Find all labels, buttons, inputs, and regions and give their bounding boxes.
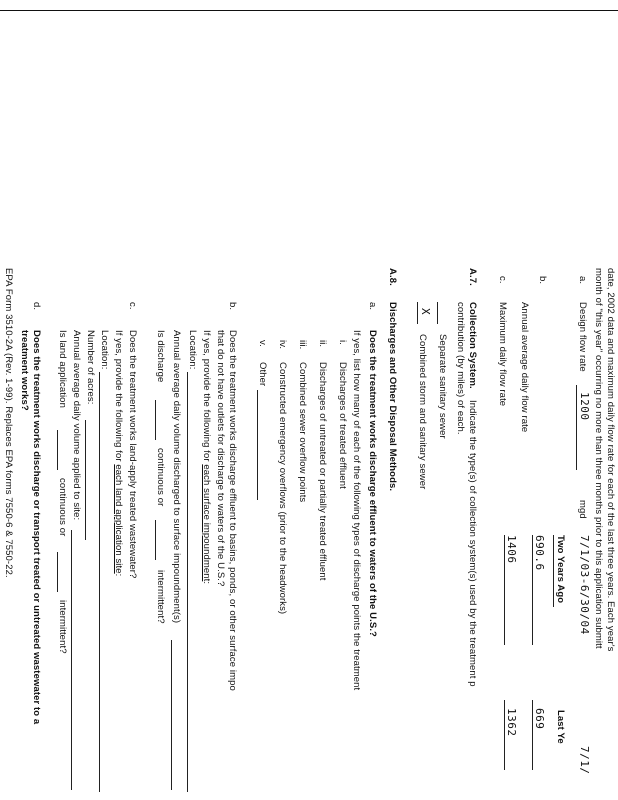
discharge-type-i-num: i.	[337, 340, 348, 345]
a8a-list-intro: If yes, list how many of each of the following types of discharge points the treatment	[351, 330, 362, 691]
item-a8a-letter: a.	[367, 302, 378, 311]
maximum-daily-two-years-ago-rule	[504, 535, 505, 645]
form-footer: EPA Form 3510-2A (Rev. 1-99). Replaces EPA forms 7550-6 & 7550-22.	[3, 268, 14, 578]
top-text-line-1: date, 2002 data and maximum daily flow rate for each of the last three years. Each year's	[605, 268, 616, 652]
discharge-type-ii-num: ii.	[317, 340, 328, 348]
item-a8c-letter: c.	[127, 302, 138, 310]
discharge-type-ii-label: Discharges of untreated or partially treated effluent	[317, 362, 328, 581]
design-flow-unit: mgd	[577, 500, 588, 519]
a8d-question-1: Does the treatment works discharge or transport treated or untreated wastewater to a	[31, 330, 42, 725]
a8c-acres-label: Number of acres:	[85, 330, 96, 405]
last-year-header: Last Ye	[555, 710, 566, 744]
a8b-intermittent-label: intermittent?	[155, 570, 166, 624]
two-years-ago-header: Two Years Ago	[555, 535, 566, 604]
annual-average-two-years-ago: 690.6	[533, 535, 546, 571]
a8b-instruction: If yes, provide the following for each surface impoundment:	[201, 330, 212, 585]
a8b-annual-volume-rule	[171, 640, 172, 790]
a8c-annual-volume-label: Annual average daily volume applied to site:	[71, 330, 82, 521]
section-a7-title: Collection System.	[467, 302, 478, 389]
design-flow-rule	[576, 385, 577, 470]
item-a8d-letter: d.	[31, 302, 42, 311]
discharge-other-rule	[257, 390, 258, 500]
maximum-daily-two-years-ago: 1406	[505, 535, 518, 564]
discharge-type-iv-label: Constructed emergency overflows (prior to the headworks)	[277, 362, 288, 615]
a8b-question-1: Does the treatment works discharge effluent to basins, ponds, or other surface impo	[227, 330, 238, 691]
section-a8-number: A.8.	[387, 268, 398, 286]
a8c-question: Does the treatment works land-apply treated wastewater?	[127, 330, 138, 579]
a8c-annual-volume-rule	[71, 530, 72, 790]
separate-sewer-checkbox	[437, 302, 438, 324]
discharge-type-iii-label: Combined sewer overflow points	[297, 362, 308, 503]
item-b-letter: b.	[537, 276, 548, 285]
a8b-continuous-rule	[155, 400, 156, 440]
flow-period-col2: 7/1/	[578, 746, 591, 775]
design-flow-value: 1200	[578, 392, 591, 421]
item-a-letter: a.	[577, 276, 588, 285]
a8c-continuous-rule	[57, 430, 58, 470]
combined-sewer-mark: X	[419, 308, 432, 316]
a8a-question: Does the treatment works discharge effluent to waters of the U.S.?	[367, 330, 378, 637]
a8b-continuous-label: continuous or	[155, 448, 166, 507]
discharge-type-iii-num: iii.	[297, 340, 308, 350]
maximum-daily-last-year: 1362	[505, 708, 518, 737]
item-c-letter: c.	[497, 276, 508, 284]
a8b-location-label: Location:	[187, 330, 198, 370]
maximum-daily-flow-label: Maximum daily flow rate	[497, 302, 508, 407]
section-a8-title: Discharges and Other Disposal Methods.	[387, 302, 398, 492]
a8c-intermittent-label: intermittent?	[57, 600, 68, 654]
section-a7-text-2: contribution (by miles) of each.	[455, 302, 466, 435]
a8c-location-label: Location:	[99, 330, 110, 370]
top-text-line-2: month of "this year" occurring no more than three months prior to this application submitt	[593, 268, 604, 649]
discharge-type-i-label: Discharges of treated effluent	[337, 362, 348, 489]
a8b-intermittent-rule	[155, 520, 156, 560]
a8b-location-rule	[187, 372, 188, 792]
design-flow-label: Design flow rate	[577, 302, 588, 372]
page-frame-left-rule	[0, 10, 618, 11]
a8c-acres-rule	[85, 420, 86, 540]
combined-storm-sanitary-sewer-label: Combined storm and sanitary sewer	[417, 334, 428, 490]
a8d-question-2: treatment works?	[19, 330, 30, 411]
a8b-is-discharge-label: Is discharge	[155, 330, 166, 383]
flow-period-col1: 7/1/03-6/30/04	[578, 535, 591, 635]
discharge-type-v-label: Other	[257, 362, 268, 387]
two-years-ago-header-rule	[553, 535, 554, 607]
a8c-is-land-application-label: Is land application	[57, 330, 68, 408]
a8b-question-2: that do not have outlets for discharge to waters of the U.S.?	[215, 330, 226, 587]
a8c-intermittent-rule	[57, 552, 58, 592]
item-a8b-letter: b.	[227, 302, 238, 311]
a8c-instruction: If yes, provide the following for each land application site:	[113, 330, 124, 577]
discharge-type-v-num: v.	[257, 340, 268, 347]
annual-average-last-year-rule	[532, 700, 533, 770]
a8c-continuous-label: continuous or	[57, 478, 68, 537]
a8c-location-rule	[99, 372, 100, 792]
annual-average-two-years-ago-rule	[532, 535, 533, 645]
annual-average-last-year: 669	[533, 708, 546, 730]
section-a7-text-1: Indicate the type(s) of collection system(s) used by the treatment p	[467, 400, 478, 687]
a8b-annual-volume-label: Annual average daily volume discharged to surface impoundment(s)	[171, 330, 182, 624]
annual-average-flow-label: Annual average daily flow rate	[519, 302, 530, 433]
separate-sanitary-sewer-label: Separate sanitary sewer	[437, 334, 448, 439]
section-a7-number: A.7.	[467, 268, 478, 286]
discharge-type-iv-num: iv.	[277, 340, 288, 350]
combined-sewer-checkbox	[417, 302, 418, 324]
maximum-daily-last-year-rule	[504, 700, 505, 770]
